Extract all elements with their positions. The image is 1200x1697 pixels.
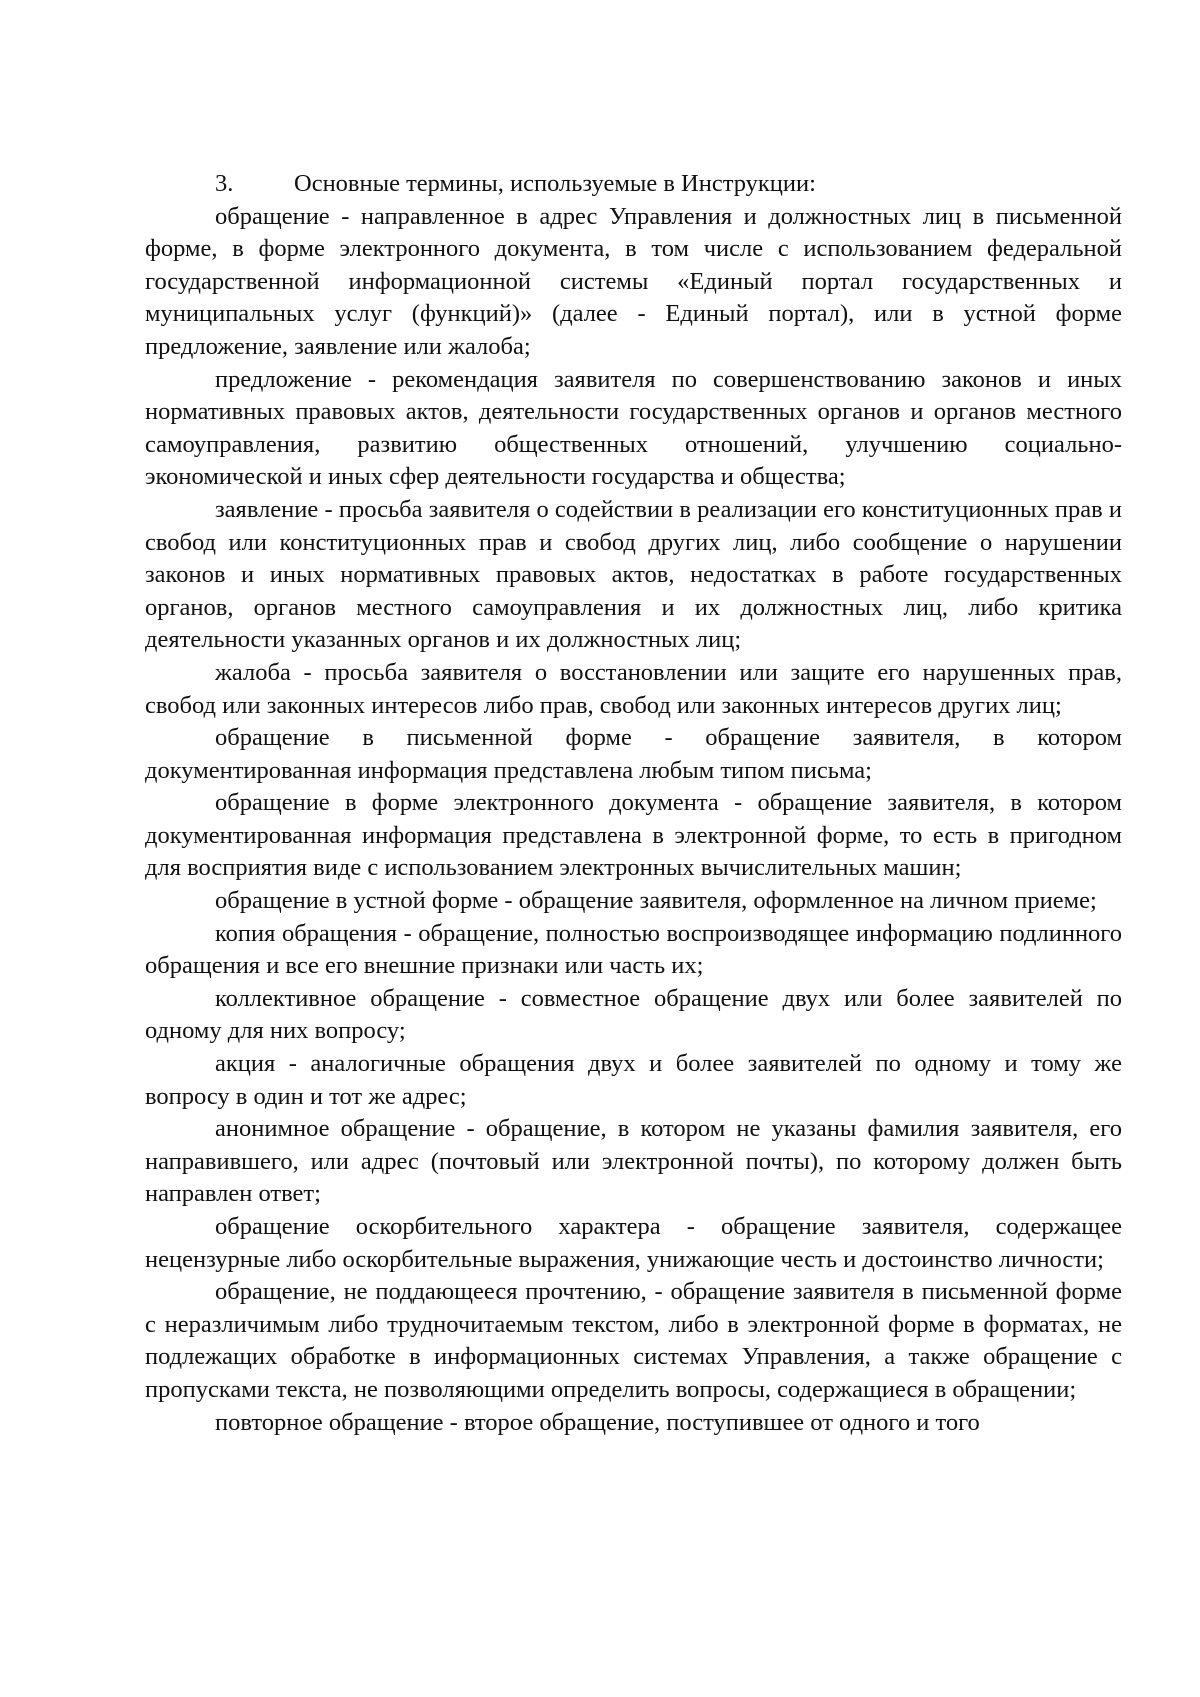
term-paragraph-obrashchenie: обращение - направленное в адрес Управления и должностных лиц в письменной форме, в форме электронного документа, в том числе с использованием федеральной государственной информационной системы «Единый портал государственных и муниципальных услуг (функций)» (далее - Единый портал), или в устной форме предложение, заявление или жалоба; xyxy=(145,202,1122,360)
term-paragraph-zayavlenie: заявление - просьба заявителя о содействии в реализации его конституционных прав и свобод или конституционных прав и свобод других лиц, либо сообщение о нарушении законов и иных нормативных правовых актов, недостатках в работе государственных органов, органов местного самоуправления и их должностных лиц, либо критика деятельности указанных органов и их должностных лиц; xyxy=(145,495,1122,654)
term-paragraph-povtornoe: повторное обращение - второе обращение, поступившее от одного и того xyxy=(215,1408,980,1436)
term-paragraph-zhaloba: жалоба - просьба заявителя о восстановлении или защите его нарушенных прав, свобод или законных интересов либо прав, свобод или законных интересов других лиц; xyxy=(145,658,1122,719)
term-paragraph-kollektivnoe: коллективное обращение - совместное обращение двух или более заявителей по одному для них вопросу; xyxy=(145,984,1122,1045)
term-paragraph-pismennaya-forma: обращение в письменной форме - обращение заявителя, в котором документированная информация представлена любым типом письма; xyxy=(145,724,1122,784)
section-heading xyxy=(145,168,1122,201)
section-title: Основные термины, используемые в Инструкции: xyxy=(294,170,816,197)
term-paragraph-predlozhenie: предложение - рекомендация заявителя по совершенствованию законов и иных нормативных правовых актов, деятельности государственных органов и органов местного самоуправления, развитию общественных отношений, улучшению социально-экономической и иных сфер деятельности государства и общества; xyxy=(145,365,1122,491)
term-paragraph-oskorbitelnoe: обращение оскорбительного характера - обращение заявителя, содержащее нецензурные либо оскорбительные выражения, унижающие честь и достоинство личности; xyxy=(145,1213,1122,1273)
term-paragraph-elektronnyy-dokument: обращение в форме электронного документа - обращение заявителя, в котором документированная информация представлена в электронной форме, то есть в пригодном для восприятия виде с использованием электронных вычислительных машин; xyxy=(145,789,1122,882)
document-body xyxy=(145,168,1122,1439)
term-paragraph-ne-poddayushcheesya: обращение, не поддающееся прочтению, - обращение заявителя в письменной форме с неразличимым либо трудночитаемым текстом, либо в электронной форме в форматах, не подлежащих обработке в информационных системах Управления, а также обращение с пропусками текста, не позволяющими определить вопросы, содержащиеся в обращении; xyxy=(145,1278,1122,1403)
term-paragraph-kopiya: копия обращения - обращение, полностью воспроизводящее информацию подлинного обращения и все его внешние признаки или часть их; xyxy=(145,919,1122,980)
term-paragraph-aktsiya: акция - аналогичные обращения двух и более заявителей по одному и тому же вопросу в один и тот же адрес; xyxy=(145,1050,1122,1110)
section-number: 3. xyxy=(215,170,234,197)
term-paragraph-ustnaya-forma: обращение в устной форме - обращение заявителя, оформленное на личном приеме; xyxy=(215,887,1097,915)
term-paragraph-anonimnoe: анонимное обращение - обращение, в котором не указаны фамилия заявителя, его направившего, или адрес (почтовый или электронной почты), по которому должен быть направлен ответ; xyxy=(145,1115,1122,1208)
